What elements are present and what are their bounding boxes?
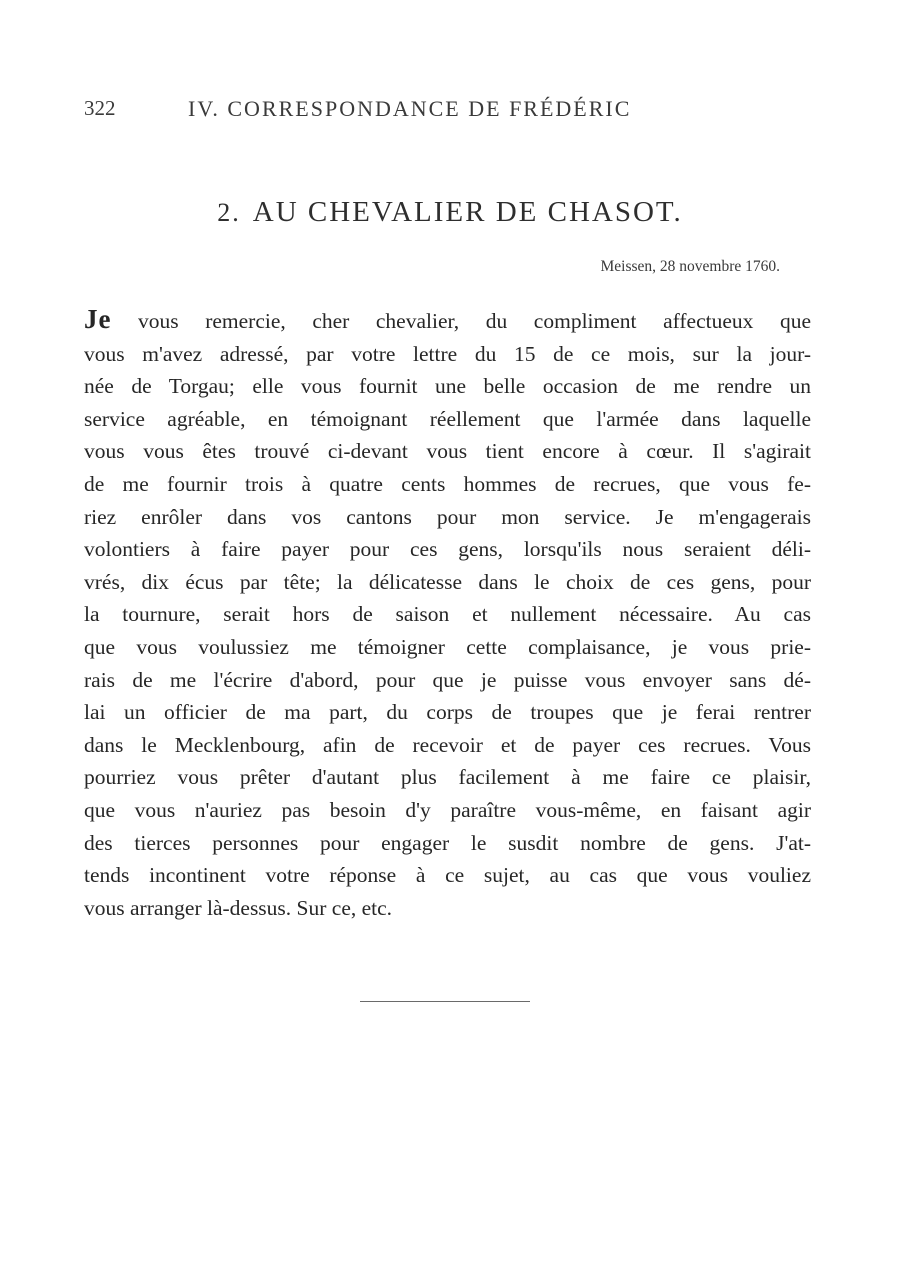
text-line — [84, 303, 811, 338]
text-line: pourriez vous prêter d'autant plus facilement à me faire ce plaisir, — [84, 765, 811, 790]
text-line: vous vous êtes trouvé ci-devant vous tient encore à cœur. Il s'agirait — [84, 439, 811, 464]
page-number: 322 — [84, 96, 116, 120]
text-line: riez enrôler dans vos cantons pour mon service. Je m'engagerais — [84, 504, 811, 529]
text-line: volontiers à faire payer pour ces gens, lorsqu'ils nous seraient déli- — [84, 537, 811, 562]
letter-heading — [0, 196, 900, 229]
running-title: IV. CORRESPONDANCE DE FRÉDÉRIC — [188, 96, 632, 121]
letter-body — [84, 303, 811, 924]
text-line: vrés, dix écus par tête; la délicatesse dans le choix de ces gens, pour — [84, 569, 811, 594]
text-line: des tierces personnes pour engager le susdit nombre de gens. J'at- — [84, 830, 811, 855]
text-line: lai un officier de ma part, du corps de troupes que je ferai rentrer — [84, 700, 811, 725]
text-line: vous arranger là-dessus. Sur ce, etc. — [84, 895, 393, 920]
text-line-content: vous remercie, cher chevalier, du compliment affectueux que — [111, 309, 811, 333]
text-line: de me fournir trois à quatre cents hommes de recrues, que vous fe- — [84, 471, 811, 496]
text-line: rais de me l'écrire d'abord, pour que je puisse vous envoyer sans dé- — [84, 667, 811, 692]
dateline: Meissen, 28 novembre 1760. — [600, 258, 780, 275]
text-line: la tournure, serait hors de saison et nullement nécessaire. Au cas — [84, 602, 811, 627]
letter-number: 2. — [217, 198, 241, 227]
text-line: dans le Mecklenbourg, afin de recevoir et de payer ces recrues. Vous — [84, 732, 811, 757]
letter-recipient: AU CHEVALIER DE CHASOT. — [252, 196, 683, 228]
end-rule — [360, 1001, 530, 1002]
text-line: née de Torgau; elle vous fournit une belle occasion de me rendre un — [84, 374, 811, 399]
drop-cap: Je — [84, 304, 112, 334]
text-line: que vous n'auriez pas besoin d'y paraître vous-même, en faisant agir — [84, 797, 811, 822]
text-line: vous m'avez adressé, par votre lettre du 15 de ce mois, sur la jour- — [84, 341, 811, 366]
text-line: que vous voulussiez me témoigner cette complaisance, je vous prie- — [84, 634, 811, 659]
running-head — [84, 96, 724, 126]
text-line: tends incontinent votre réponse à ce sujet, au cas que vous vouliez — [84, 863, 811, 888]
text-line: service agréable, en témoignant réellement que l'armée dans laquelle — [84, 406, 811, 431]
